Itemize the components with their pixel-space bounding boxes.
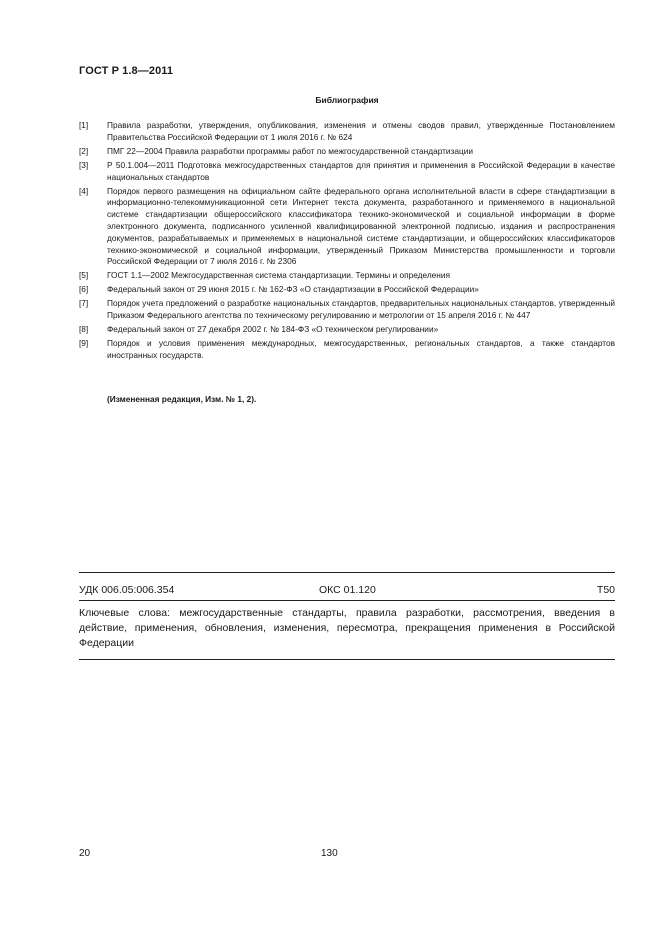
bibliography-item <box>79 270 615 282</box>
bibliography-item-number: [4] <box>79 185 89 196</box>
bibliography-item-number: [2] <box>79 145 89 156</box>
page-number: 20 <box>79 848 91 859</box>
bibliography-item <box>79 284 615 296</box>
divider-middle <box>79 600 615 601</box>
sheet-number: 130 <box>321 848 338 859</box>
bibliography-item <box>79 324 615 336</box>
bibliography-item-text: Порядок учета предложений о разработке национальных стандартов, предварительных национальных стандартов, утвержденный Приказом Федерального агентства по техническому регулированию и метрологии от 15 апреля 2016 г. № 447 <box>107 298 615 321</box>
keywords: Ключевые слова: межгосударственные стандарты, правила разработки, рассмотрения, введения в действие, применения, обновления, изменения, пересмотра, прекращения применения в Российской Федерации <box>79 607 615 649</box>
document-code: ГОСТ Р 1.8—2011 <box>79 65 174 77</box>
bibliography-item-text: Федеральный закон от 29 июня 2015 г. № 162-ФЗ «О стандартизации в Российской Федерации» <box>107 284 479 295</box>
bibliography-item-number: [8] <box>79 324 89 335</box>
bibliography-item-number: [7] <box>79 298 89 309</box>
divider-bottom <box>79 659 615 660</box>
bibliography-item <box>79 146 615 158</box>
bibliography-item-text: ПМГ 22—2004 Правила разработки программы работ по межгосударственной стандартизации <box>107 145 473 156</box>
divider-top <box>79 572 615 573</box>
bibliography-item <box>79 160 615 184</box>
bibliography-item-text: Р 50.1.004—2011 Подготовка межгосударственных стандартов для принятия и применения в Российской Федерации в качестве национальных стандартов <box>107 159 615 182</box>
bibliography-item-text: ГОСТ 1.1—2002 Межгосударственная система стандартизации. Термины и определения <box>107 270 450 281</box>
amendment-note: (Измененная редакция, Изм. № 1, 2). <box>107 394 257 404</box>
bibliography-item <box>79 186 615 269</box>
classification-row <box>79 584 615 596</box>
oks-code: ОКС 01.120 <box>319 584 376 596</box>
bibliography-item-number: [9] <box>79 338 89 349</box>
bibliography-item-number: [1] <box>79 120 89 130</box>
bibliography-item <box>79 120 615 144</box>
udk-code: УДК 006.05:006.354 <box>79 584 175 596</box>
bibliography-item-number: [3] <box>79 159 89 170</box>
bibliography-item <box>79 338 615 362</box>
bibliography-item-text: Правила разработки, утверждения, опубликования, изменения и отмены сводов правил, утвержденные Постановлением Правительства Российской Федерации от 1 июля 2016 г. № 624 <box>107 120 615 142</box>
bibliography-item-text: Порядок первого размещения на официальном сайте федерального органа исполнительной власти в сфере стандартизации в информационно-телекоммуникационной сети Интернет текста документа, разработанного и применяемого в национальной системе стандартизации общероссийского классификатора технико-экономической и социальной информации в форме электронного документа, подписанного усиленной квалифицированной электронной подписью, издания и распространения документов, разрабатываемых и применяемых в национальной системе стандартизации, и общероссийских классификаторов технико-экономической и социальной информации, утвержденный Приказом Министерства промышленности и торговли Российской Федерации от 7 июля 2016 г. № 2306 <box>107 185 615 267</box>
bibliography-title: Библиография <box>315 95 379 105</box>
bibliography-item <box>79 298 615 322</box>
category-code: Т50 <box>596 584 615 596</box>
bibliography-item-number: [5] <box>79 270 89 281</box>
bibliography-item-text: Порядок и условия применения международных, межгосударственных, региональных стандартов, а также стандартов иностранных государств. <box>107 338 615 360</box>
bibliography-item-number: [6] <box>79 284 89 295</box>
bibliography-list <box>79 120 615 364</box>
bibliography-item-text: Федеральный закон от 27 декабря 2002 г. № 184-ФЗ «О техническом регулировании» <box>107 324 439 335</box>
